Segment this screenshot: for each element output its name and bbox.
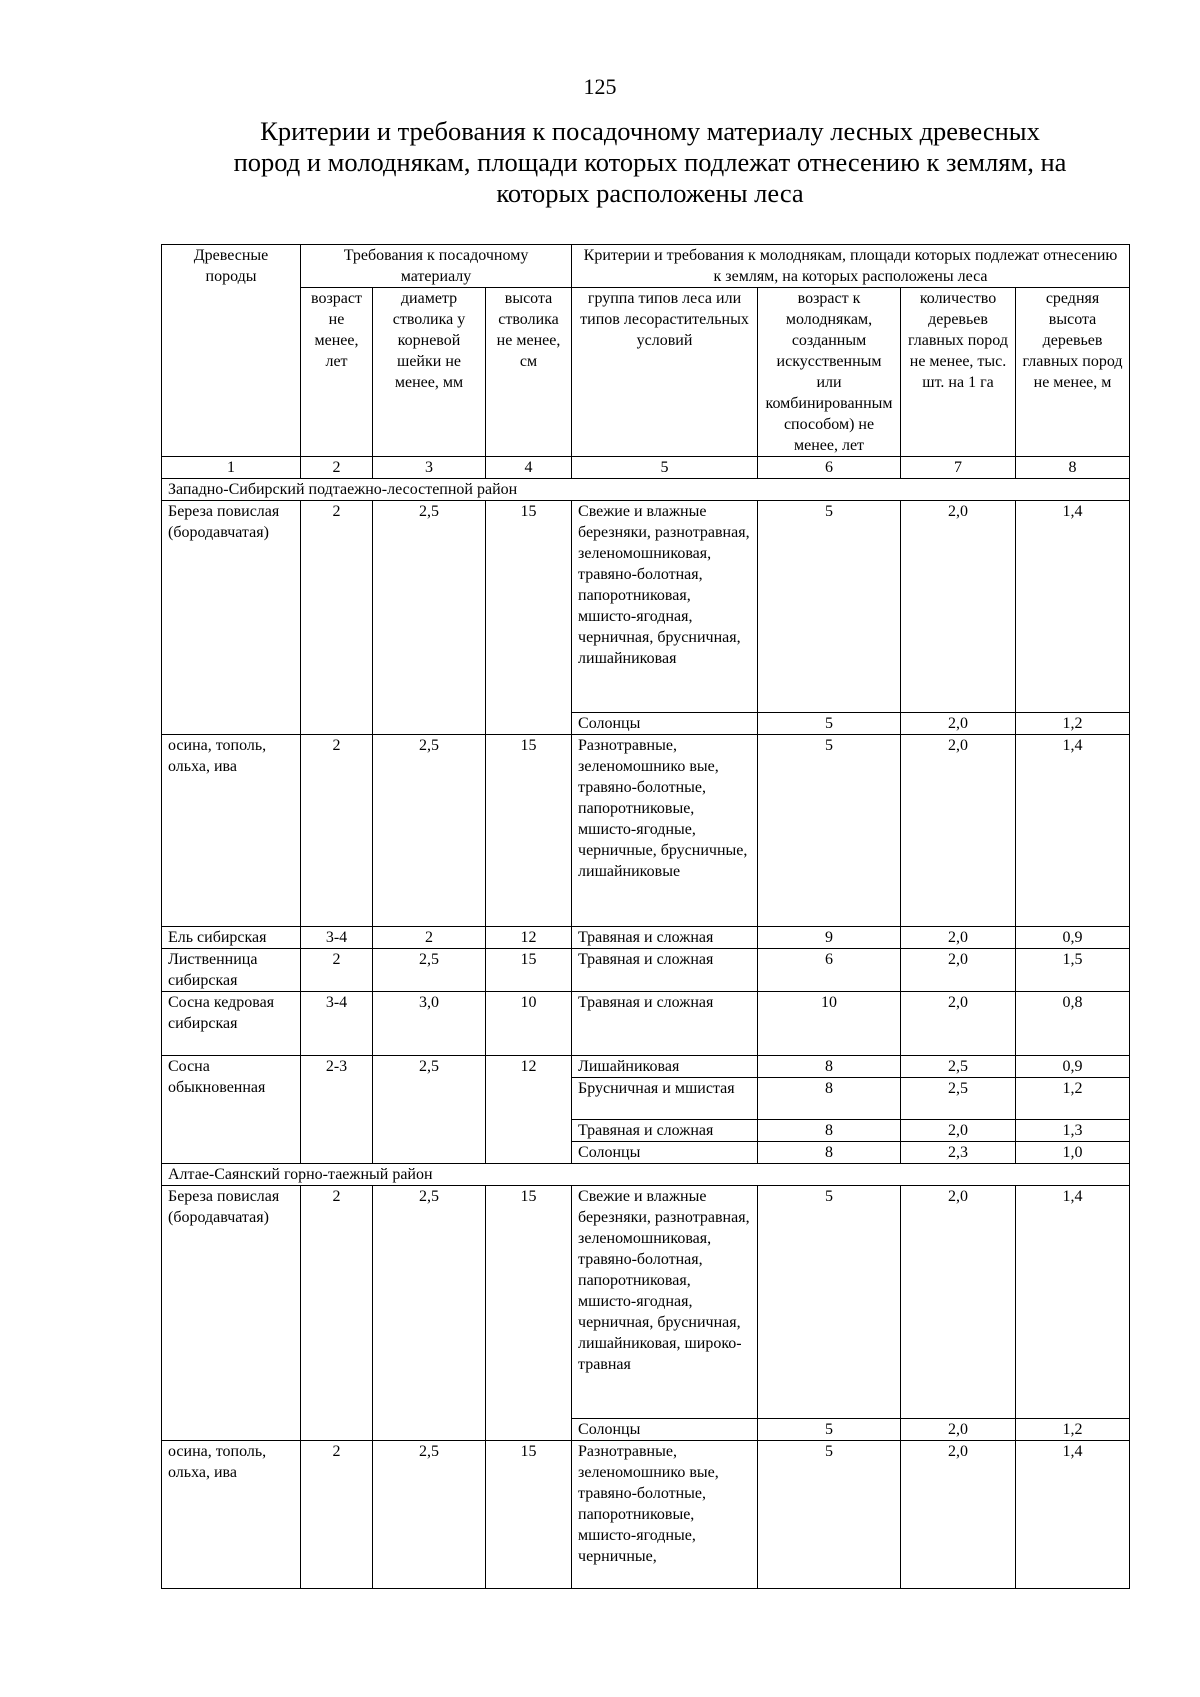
- young-age-cell: 5: [758, 1186, 901, 1419]
- diameter-cell: 2,5: [373, 501, 486, 735]
- height-cell: 15: [486, 1441, 572, 1589]
- header-row-columns: [162, 288, 1130, 457]
- header-planting-material: Требования к посадочному материалу: [301, 245, 572, 288]
- age-cell: 2: [301, 1186, 373, 1441]
- age-cell: 2-3: [301, 1056, 373, 1164]
- diameter-cell: 3,0: [373, 992, 486, 1056]
- document-title: [190, 116, 1110, 209]
- tree-count-cell: 2,3: [901, 1142, 1016, 1164]
- table-row: [162, 735, 1130, 927]
- species-cell: Сосна обыкновенная: [162, 1056, 301, 1164]
- species-cell: Ель сибирская: [162, 927, 301, 949]
- table-row: [162, 927, 1130, 949]
- table-row: [162, 1186, 1130, 1419]
- forest-type-cell: Лишайниковая: [572, 1056, 758, 1078]
- title-line-3: которых расположены леса: [496, 178, 804, 208]
- forest-type-cell: Свежие и влажные березняки, разнотравная, зеленомошниковая, травяно-болотная, папоротниковая, мшисто-ягодная, черничная, брусничная, лишайниковая: [572, 501, 758, 713]
- tree-count-cell: 2,0: [901, 1419, 1016, 1441]
- avg-height-cell: 1,4: [1016, 735, 1130, 927]
- forest-type-cell: Разнотравные, зеленомошнико вые, травяно-болотные, папоротниковые, мшисто-ягодные, черничные, брусничные, лишайниковые: [572, 735, 758, 927]
- region-row: [162, 1164, 1130, 1186]
- forest-type-cell: Травяная и сложная: [572, 927, 758, 949]
- header-height: высота стволика не менее, см: [486, 288, 572, 457]
- header-species: Древесные породы: [162, 245, 301, 457]
- forest-type-cell: Брусничная и мшистая: [572, 1078, 758, 1120]
- page-number: 125: [583, 74, 617, 99]
- col-number: 3: [373, 457, 486, 479]
- table-row: [162, 1056, 1130, 1078]
- col-number: 5: [572, 457, 758, 479]
- region-title: Алтае-Саянский горно-таежный район: [162, 1164, 1130, 1186]
- young-age-cell: 8: [758, 1056, 901, 1078]
- region-row: [162, 479, 1130, 501]
- header-diameter: диаметр стволика у корневой шейки не менее, мм: [373, 288, 486, 457]
- col-number: 1: [162, 457, 301, 479]
- header-age-min: возраст не менее, лет: [301, 288, 373, 457]
- avg-height-cell: 1,2: [1016, 713, 1130, 735]
- tree-count-cell: 2,0: [901, 992, 1016, 1056]
- age-cell: 3-4: [301, 927, 373, 949]
- table-row: [162, 949, 1130, 992]
- diameter-cell: 2: [373, 927, 486, 949]
- tree-count-cell: 2,0: [901, 735, 1016, 927]
- col-number: 4: [486, 457, 572, 479]
- species-cell: Сосна кедровая сибирская: [162, 992, 301, 1056]
- species-cell: Береза повислая (бородавчатая): [162, 501, 301, 735]
- tree-count-cell: 2,0: [901, 713, 1016, 735]
- region-title: Западно-Сибирский подтаежно-лесостепной район: [162, 479, 1130, 501]
- height-cell: 15: [486, 949, 572, 992]
- young-age-cell: 8: [758, 1120, 901, 1142]
- tree-count-cell: 2,5: [901, 1056, 1016, 1078]
- forest-type-cell: Разнотравные, зеленомошнико вые, травяно-болотные, папоротниковые, мшисто-ягодные, черничные,: [572, 1441, 758, 1589]
- header-young-stand-criteria: Критерии и требования к молоднякам, площади которых подлежат отнесению к землям, на которых расположены леса: [572, 245, 1130, 288]
- age-cell: 2: [301, 501, 373, 735]
- species-cell: Лиственница сибирская: [162, 949, 301, 992]
- table-row: [162, 1441, 1130, 1589]
- species-cell: осина, тополь, ольха, ива: [162, 735, 301, 927]
- table-row: [162, 501, 1130, 713]
- young-age-cell: 10: [758, 992, 901, 1056]
- young-age-cell: 6: [758, 949, 901, 992]
- avg-height-cell: 1,3: [1016, 1120, 1130, 1142]
- diameter-cell: 2,5: [373, 1186, 486, 1441]
- avg-height-cell: 1,4: [1016, 1186, 1130, 1419]
- avg-height-cell: 1,5: [1016, 949, 1130, 992]
- diameter-cell: 2,5: [373, 949, 486, 992]
- tree-count-cell: 2,0: [901, 501, 1016, 713]
- young-age-cell: 9: [758, 927, 901, 949]
- avg-height-cell: 0,9: [1016, 1056, 1130, 1078]
- young-age-cell: 8: [758, 1078, 901, 1120]
- avg-height-cell: 1,4: [1016, 501, 1130, 713]
- avg-height-cell: 1,0: [1016, 1142, 1130, 1164]
- age-cell: 2: [301, 735, 373, 927]
- col-number: 6: [758, 457, 901, 479]
- height-cell: 12: [486, 927, 572, 949]
- species-cell: Береза повислая (бородавчатая): [162, 1186, 301, 1441]
- tree-count-cell: 2,0: [901, 949, 1016, 992]
- avg-height-cell: 1,2: [1016, 1078, 1130, 1120]
- avg-height-cell: 0,8: [1016, 992, 1130, 1056]
- title-line-1: Критерии и требования к посадочному материалу лесных древесных: [260, 116, 1040, 146]
- young-age-cell: 5: [758, 501, 901, 713]
- tree-count-cell: 2,0: [901, 1441, 1016, 1589]
- age-cell: 2: [301, 949, 373, 992]
- forest-type-cell: Свежие и влажные березняки, разнотравная, зеленомошниковая, травяно-болотная, папоротниковая, мшисто-ягодная, черничная, брусничная, лишайниковая, широко-травная: [572, 1186, 758, 1419]
- header-avg-height: средняя высота деревьев главных пород не менее, м: [1016, 288, 1130, 457]
- forest-type-cell: Солонцы: [572, 713, 758, 735]
- height-cell: 12: [486, 1056, 572, 1164]
- tree-count-cell: 2,0: [901, 927, 1016, 949]
- age-cell: 3-4: [301, 992, 373, 1056]
- species-cell: осина, тополь, ольха, ива: [162, 1441, 301, 1589]
- avg-height-cell: 0,9: [1016, 927, 1130, 949]
- header-row-groups: [162, 245, 1130, 288]
- criteria-table: [161, 244, 1130, 1589]
- height-cell: 15: [486, 735, 572, 927]
- height-cell: 15: [486, 501, 572, 735]
- diameter-cell: 2,5: [373, 1441, 486, 1589]
- young-age-cell: 5: [758, 1441, 901, 1589]
- forest-type-cell: Травяная и сложная: [572, 992, 758, 1056]
- header-forest-type: группа типов леса или типов лесорастительных условий: [572, 288, 758, 457]
- height-cell: 15: [486, 1186, 572, 1441]
- forest-type-cell: Травяная и сложная: [572, 949, 758, 992]
- height-cell: 10: [486, 992, 572, 1056]
- header-tree-count: количество деревьев главных пород не менее, тыс. шт. на 1 га: [901, 288, 1016, 457]
- column-number-row: [162, 457, 1130, 479]
- header-young-age: возраст к молоднякам, созданным искусственным или комбинированным способом) не менее, лет: [758, 288, 901, 457]
- forest-type-cell: Солонцы: [572, 1419, 758, 1441]
- tree-count-cell: 2,5: [901, 1078, 1016, 1120]
- age-cell: 2: [301, 1441, 373, 1589]
- diameter-cell: 2,5: [373, 1056, 486, 1164]
- avg-height-cell: 1,2: [1016, 1419, 1130, 1441]
- title-line-2: пород и молоднякам, площади которых подлежат отнесению к землям, на: [233, 147, 1067, 177]
- young-age-cell: 5: [758, 1419, 901, 1441]
- tree-count-cell: 2,0: [901, 1186, 1016, 1419]
- diameter-cell: 2,5: [373, 735, 486, 927]
- young-age-cell: 8: [758, 1142, 901, 1164]
- col-number: 7: [901, 457, 1016, 479]
- col-number: 2: [301, 457, 373, 479]
- young-age-cell: 5: [758, 713, 901, 735]
- young-age-cell: 5: [758, 735, 901, 927]
- col-number: 8: [1016, 457, 1130, 479]
- table-row: [162, 992, 1130, 1056]
- forest-type-cell: Травяная и сложная: [572, 1120, 758, 1142]
- forest-type-cell: Солонцы: [572, 1142, 758, 1164]
- tree-count-cell: 2,0: [901, 1120, 1016, 1142]
- avg-height-cell: 1,4: [1016, 1441, 1130, 1589]
